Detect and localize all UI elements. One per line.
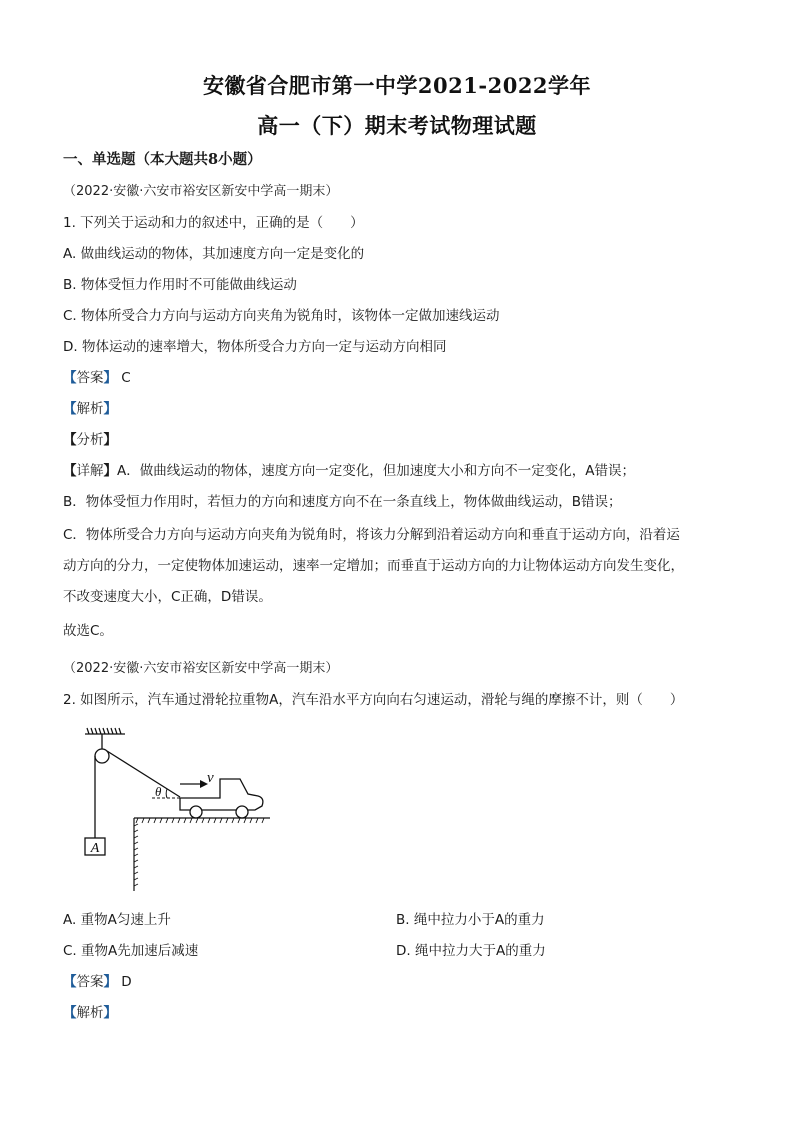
option-text: 做曲线运动的物体，其加速度方向一定是变化的 — [80, 246, 365, 262]
option-text: 重物A匀速上升 — [80, 912, 171, 928]
detail-tag: 详解 — [76, 463, 104, 479]
question-2-option-d — [396, 942, 546, 960]
question-1-source: （2022·安徽·六安市裕安区新安中学高一期末） — [63, 184, 339, 199]
option-text: 重物A先加速后减速 — [81, 943, 199, 959]
answer-tag: 答案 — [76, 370, 104, 386]
bracket-close: 】 — [103, 1005, 117, 1021]
option-label: C. — [63, 943, 77, 959]
question-2-option-c — [63, 942, 198, 960]
question-1-answer — [63, 369, 131, 387]
analysis-tag: 解析 — [76, 401, 104, 417]
bracket-open: 【 — [63, 1005, 77, 1021]
bracket-open: 【 — [63, 401, 77, 417]
question-1-detail-line-4: 动方向的分力，一定使物体加速运动，速率一定增加；而垂直于运动方向的力让物体运动方向发生变化， — [63, 558, 684, 574]
ceiling-icon — [85, 728, 125, 734]
question-1-option-a — [63, 245, 364, 263]
question-1-conclusion: 故选C。 — [63, 623, 113, 639]
question-1-option-b — [63, 276, 297, 294]
bracket-close: 】 — [103, 463, 117, 479]
answer-value: C — [121, 370, 131, 386]
pulley-car-diagram — [70, 726, 270, 891]
bracket-close: 】 — [103, 432, 117, 448]
question-2-option-b — [396, 911, 545, 929]
bracket-open: 【 — [63, 974, 77, 990]
document-title-line1: 安徽省合肥市第一中学2021-2022学年 — [202, 73, 592, 98]
pulley-icon — [95, 749, 109, 763]
question-2-stem: 2. 如图所示，汽车通过滑轮拉重物A，汽车沿水平方向向右匀速运动，滑轮与绳的摩擦不计，则（ ） — [63, 692, 684, 708]
angle-theta-label: θ — [155, 784, 162, 799]
option-label: B. — [63, 277, 77, 293]
section-heading: 一、单选题（本大题共8小题） — [63, 151, 262, 168]
block-a-label: A — [90, 841, 100, 856]
velocity-label: v — [207, 770, 214, 786]
question-1-detail-line-1 — [63, 462, 635, 480]
option-label: D. — [63, 339, 78, 355]
answer-tag: 答案 — [76, 974, 104, 990]
ground-icon — [134, 818, 270, 891]
question-2-answer — [63, 973, 132, 991]
analysis-tag: 解析 — [76, 1005, 104, 1021]
option-label: B. — [396, 912, 410, 928]
option-label: D. — [396, 943, 411, 959]
question-2-source: （2022·安徽·六安市裕安区新安中学高一期末） — [63, 661, 339, 676]
sub-analysis-tag: 分析 — [76, 432, 104, 448]
bracket-open: 【 — [63, 432, 77, 448]
bracket-close: 】 — [103, 370, 117, 386]
question-1-detail-line-3: C．物体所受合力方向与运动方向夹角为锐角时，将该力分解到沿着运动方向和垂直于运动方向，沿着运 — [63, 527, 680, 543]
option-text: 物体所受合力方向与运动方向夹角为锐角时，该物体一定做加速线运动 — [81, 308, 500, 324]
answer-value: D — [121, 974, 132, 990]
question-1-option-d — [63, 338, 446, 356]
bracket-open: 【 — [63, 370, 77, 386]
document-title-line2: 高一（下）期末考试物理试题 — [257, 113, 537, 138]
question-1-sub-analysis-heading — [63, 431, 117, 449]
bracket-close: 】 — [103, 401, 117, 417]
detail-text: A．做曲线运动的物体，速度方向一定变化，但加速度大小和方向不一定变化，A错误； — [117, 463, 635, 479]
question-1-analysis-heading — [63, 400, 117, 418]
bracket-close: 】 — [103, 974, 117, 990]
question-1-stem: 1. 下列关于运动和力的叙述中，正确的是（ ） — [63, 215, 364, 231]
option-label: C. — [63, 308, 77, 324]
question-1-detail-line-5: 不改变速度大小，C正确，D错误。 — [63, 589, 272, 605]
option-label: A. — [63, 912, 77, 928]
question-1-option-c — [63, 307, 500, 325]
option-text: 物体运动的速率增大，物体所受合力方向一定与运动方向相同 — [81, 339, 447, 355]
question-2-option-a — [63, 911, 171, 929]
question-1-detail-line-2: B．物体受恒力作用时，若恒力的方向和速度方向不在一条直线上，物体做曲线运动，B错误； — [63, 494, 622, 510]
option-text: 物体受恒力作用时不可能做曲线运动 — [80, 277, 297, 293]
option-label: A. — [63, 246, 77, 262]
question-2-analysis-heading — [63, 1004, 117, 1022]
option-text: 绳中拉力小于A的重力 — [413, 912, 545, 928]
option-text: 绳中拉力大于A的重力 — [414, 943, 546, 959]
bracket-open: 【 — [63, 463, 77, 479]
